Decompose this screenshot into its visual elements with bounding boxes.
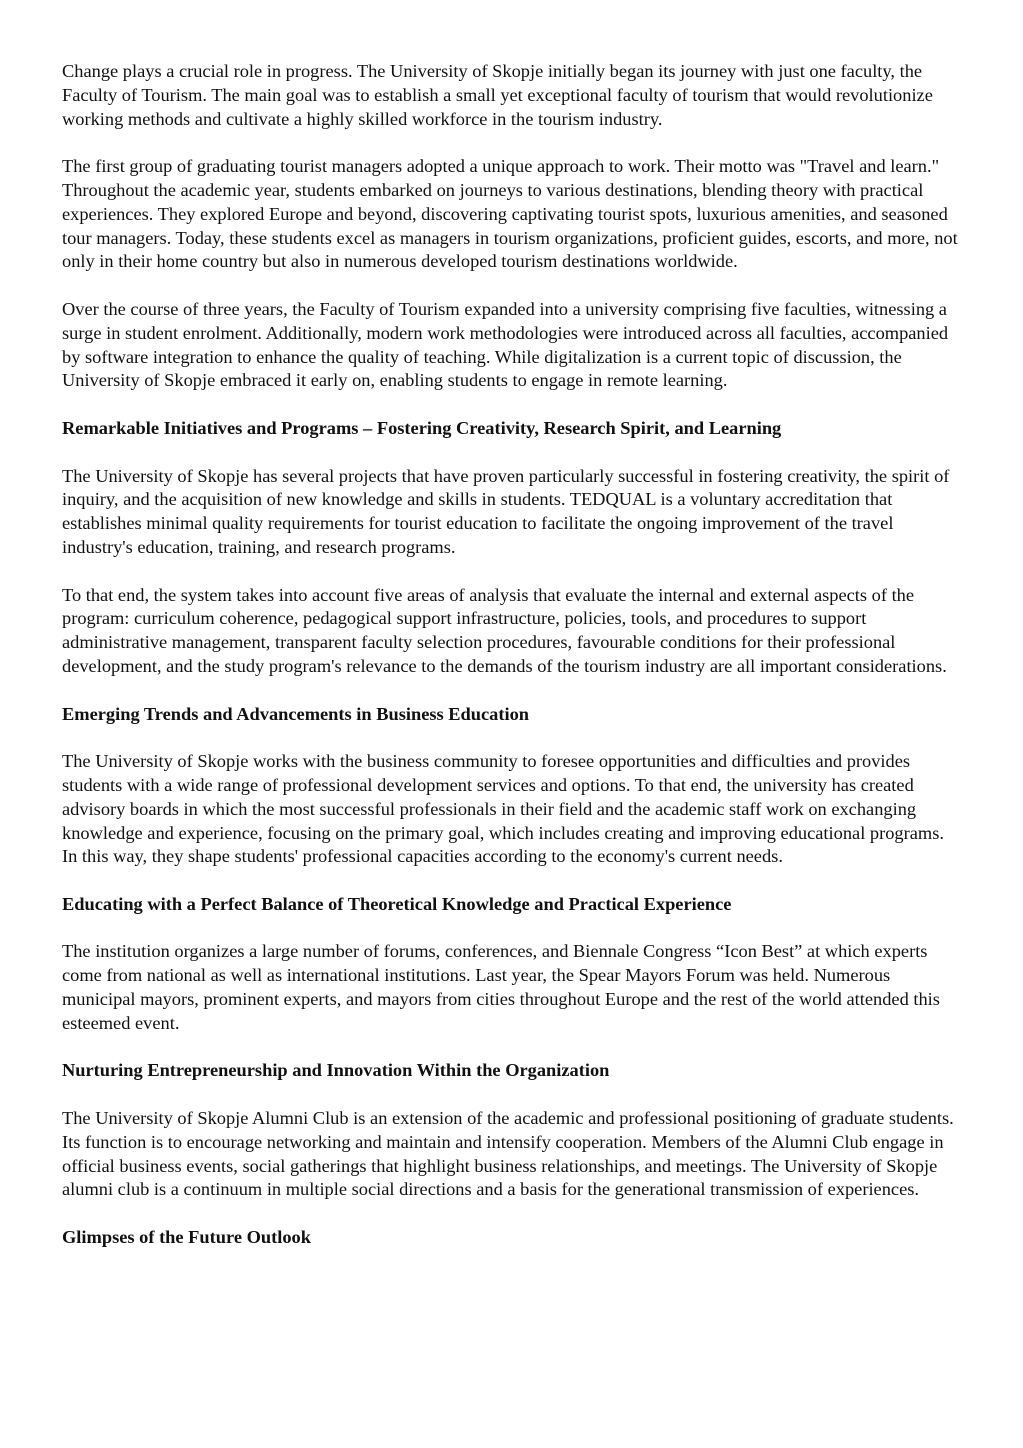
alumni-paragraph: The University of Skopje Alumni Club is an extension of the academic and professional positioning of graduate students. Its function is to encourage networking and maintain and intensify cooperation. Members of the Alumni Club engage in official business events, social gatherings that highlight business relationships, and meetings. The University of Skopje alumni club is a continuum in multiple social directions and a basis for the generational transmission of experiences.	[62, 1108, 954, 1200]
section-heading-business-education: Emerging Trends and Advancements in Business Education	[62, 703, 530, 724]
section-heading-balance: Educating with a Perfect Balance of Theoretical Knowledge and Practical Experience	[62, 893, 732, 914]
forums-paragraph: The institution organizes a large number of forums, conferences, and Biennale Congress “Icon Best” at which experts come from national as well as international institutions. Last year, the Spear Mayors Forum was held. Numerous municipal mayors, prominent experts, and mayors from cities throughout Europe and the rest of the world attended this esteemed event.	[62, 941, 940, 1033]
section-heading-entrepreneurship: Nurturing Entrepreneurship and Innovation Within the Organization	[62, 1060, 610, 1081]
section-heading-future-outlook: Glimpses of the Future Outlook	[62, 1227, 311, 1248]
expansion-paragraph: Over the course of three years, the Faculty of Tourism expanded into a university comprising five faculties, witnessing a surge in student enrolment. Additionally, modern work methodologies were introduced across all faculties, accompanied by software integration to enhance the quality of teaching. While digitalization is a current topic of discussion, the University of Skopje embraced it early on, enabling students to engage in remote learning.	[62, 298, 949, 391]
section-heading-initiatives: Remarkable Initiatives and Programs – Fostering Creativity, Research Spirit, and Learning	[62, 417, 782, 438]
intro-paragraph: Change plays a crucial role in progress. The University of Skopje initially began its journey with just one faculty, the Faculty of Tourism. The main goal was to establish a small yet exceptional faculty of tourism that would revolutionize working methods and cultivate a highly skilled workforce in the tourism industry.	[62, 61, 933, 129]
document-body	[62, 60, 962, 1274]
graduating-managers-paragraph: The first group of graduating tourist managers adopted a unique approach to work. Their motto was "Travel and learn." Throughout the academic year, students embarked on journeys to various destinations, blending theory with practical experiences. They explored Europe and beyond, discovering captivating tourist spots, luxurious amenities, and seasoned tour managers. Today, these students excel as managers in tourism organizations, proficient guides, escorts, and more, not only in their home country but also in numerous developed tourism destinations worldwide.	[62, 156, 958, 272]
analysis-areas-paragraph: To that end, the system takes into account five areas of analysis that evaluate the internal and external aspects of the program: curriculum coherence, pedagogical support infrastructure, policies, tools, and procedures to support administrative management, transparent faculty selection procedures, favourable conditions for their professional development, and the study program's relevance to the demands of the tourism industry are all important considerations.	[62, 584, 947, 676]
business-community-paragraph: The University of Skopje works with the business community to foresee opportunities and difficulties and provides students with a wide range of professional development services and options. To that end, the university has created advisory boards in which the most successful professionals in their field and the academic staff work on exchanging knowledge and experience, focusing on the primary goal, which includes creating and improving educational programs. In this way, they shape students' professional capacities according to the economy's current needs.	[62, 751, 944, 867]
tedqual-paragraph: The University of Skopje has several projects that have proven particularly successful in fostering creativity, the spirit of inquiry, and the acquisition of new knowledge and skills in students. TEDQUAL is a voluntary accreditation that establishes minimal quality requirements for tourist education to facilitate the ongoing improvement of the travel industry's education, training, and research programs.	[62, 465, 950, 557]
